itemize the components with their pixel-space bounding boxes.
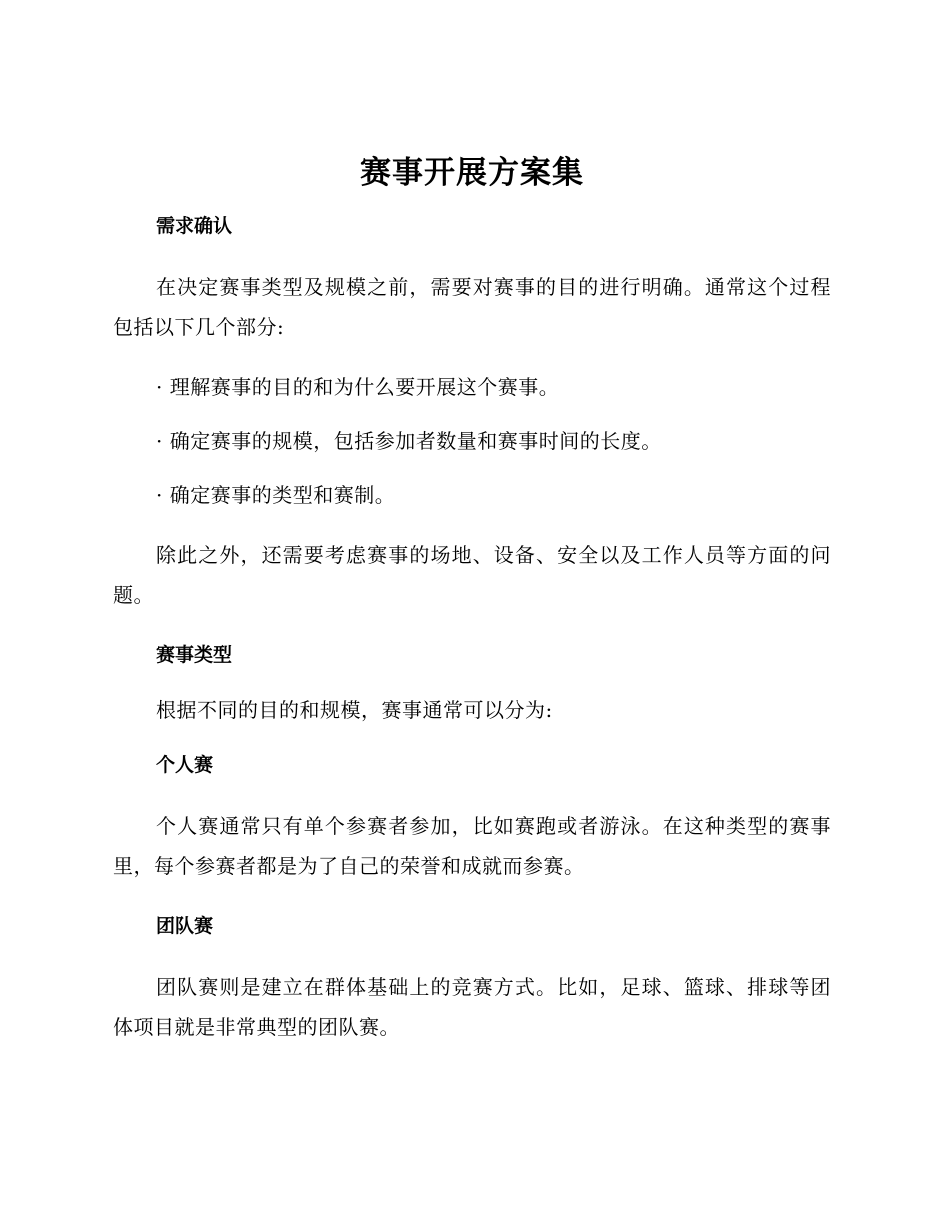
paragraph-requirements-intro: 在决定赛事类型及规模之前，需要对赛事的目的进行明确。通常这个过程包括以下几个部分: [113,275,831,339]
document-title: 赛事开展方案集 [360,155,584,191]
section-heading-team: 团队赛 [156,915,214,937]
paragraph-individual-body: 个人赛通常只有单个参赛者参加，比如赛跑或者游泳。在这种类型的赛事里，每个参赛者都是为了自己的荣誉和成就而参赛。 [113,814,831,878]
bullet-item: · 理解赛事的目的和为什么要开展这个赛事。 [156,375,560,399]
section-heading-types: 赛事类型 [156,644,233,666]
paragraph-types-intro: 根据不同的目的和规模，赛事通常可以分为: [156,698,553,722]
paragraph-requirements-outro: 除此之外，还需要考虑赛事的场地、设备、安全以及工作人员等方面的问题。 [113,543,831,607]
section-heading-requirements: 需求确认 [156,215,233,237]
document-page [113,148,831,1047]
paragraph-team-body: 团队赛则是建立在群体基础上的竞赛方式。比如，足球、篮球、排球等团体项目就是非常典型的团队赛。 [113,975,831,1039]
bullet-item: · 确定赛事的规模，包括参加者数量和赛事时间的长度。 [156,429,662,453]
section-heading-individual: 个人赛 [156,754,214,776]
bullet-item: · 确定赛事的类型和赛制。 [156,483,396,507]
